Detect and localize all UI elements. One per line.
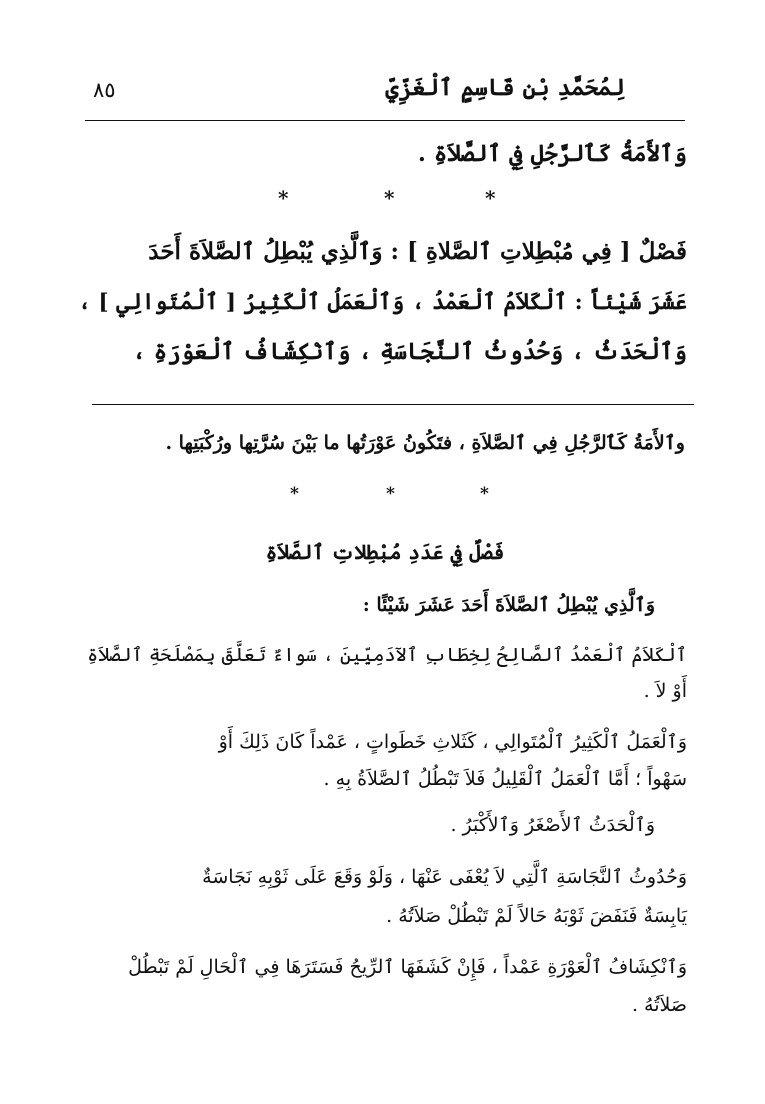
matn-fasl-line: فَصْلٌ [ فِي مُبْطِلاتِ ٱلصَّلاةِ ] : وَٱلَّذِي يُبْطِلُ ٱلصَّلاَةَ أَحَدَ [148,238,687,265]
sharh-paragraph-cont: صَلاَتُهُ . [631,994,687,1016]
section-divider [92,404,694,405]
matn-line: وَٱلأَمَةُ كَٱلرَّجُلِ فِي ٱلصَّلاَةِ . [417,140,687,167]
sharh-line: وٱلأَمَةُ كَٱلرَّجُلِ فِي ٱلصَّلاَةِ ، فتَكُونُ عَوْرَتُها ما بَيْنَ سُرَّتِها ورُكْبَتِها . [165,432,685,454]
separator-star: * [480,484,489,504]
sharh-paragraph: وَٱلْحَدَثُ ٱلأَصْغَرُ وَٱلأَكْبَرُ . [450,814,655,836]
page-number: ٨٥ [93,78,116,102]
sharh-paragraph: وَٱلْعَمَلُ ٱلْكَثِيرُ ٱلْمُتَوالِي ، كَثَلاثِ خَطَواتٍ ، عَمْداً كَانَ ذَلِكَ أَوْ [218,731,687,753]
matn-fasl-line: عَشَرَ شَيْئاً : ٱلْكَلاَمُ ٱلْعَمْدُ ، وَٱلْعَمَلُ ٱلْكَثِيرُ [ ٱلْمُتَوالِي ] ، [78,290,687,315]
matn-fasl-line: وَٱلْحَدَثُ ، وَحُدُوثُ ٱلنَّجَاسَةِ ، وَٱنْكِشَافُ ٱلْعَوْرَةِ ، [132,338,687,365]
sharh-paragraph-cont: سَهْواً ؛ أَمَّا ٱلْعَمَلُ ٱلْقَلِيلُ فَلاَ تَبْطُلُ ٱلصَّلاَةُ بِهِ . [323,768,687,790]
sharh-paragraph: وَٱنْكِشَافُ ٱلْعَوْرَةِ عَمْداً ، فَإِنْ كَشَفَهَا ٱلرِّيحُ فَسَتَرَهَا فِي ٱلْحَالِ لَمْ تَبْطُلْ [128,956,687,978]
separator-star: * [278,186,289,210]
separator-star: * [485,186,496,210]
sharh-paragraph: وَحُدُوثُ ٱلنَّجَاسَةِ ٱلَّتِي لاَ يُعْفَى عَنْهَا ، وَلَوْ وَقَعَ عَلَى ثَوْبِهِ نَجَاسَةٌ [202,866,687,888]
separator-star: * [386,484,395,504]
sharh-paragraph-cont: يَابِسَةٌ فَنَفَضَ ثَوْبَهُ حَالاً لَمْ تَبْطُلْ صَلاَتُهُ . [386,905,687,927]
sharh-paragraph-cont: أَوْ لاَ . [643,680,687,702]
sharh-paragraph: ٱلْكَلاَمُ ٱلْعَمْدُ ٱلصَّالِحُ لِخِطَابِ ٱلآدَمِيِّينَ ، سَواءٌ تَعَلَّقَ بِمَصْلَحَةِ ٱلصَّلاَةِ [87,644,687,666]
sharh-paragraph: وَٱلَّذِي يُبْطِلُ ٱلصَّلاَةَ أَحَدَ عَشَرَ شَيْئًا : [362,594,655,616]
section-heading: فَصْلٌ فِي عَدَدِ مُبْطِلاتِ ٱلصَّلاَةِ [265,540,505,564]
running-title: لِمُحَمَّدِ بْنِ قَاسِمٍ ٱلْغَزِّيِّ [385,74,625,101]
page-header [85,70,685,110]
separator-star: * [290,484,299,504]
header-rule [85,120,685,121]
separator-star: * [384,186,395,210]
